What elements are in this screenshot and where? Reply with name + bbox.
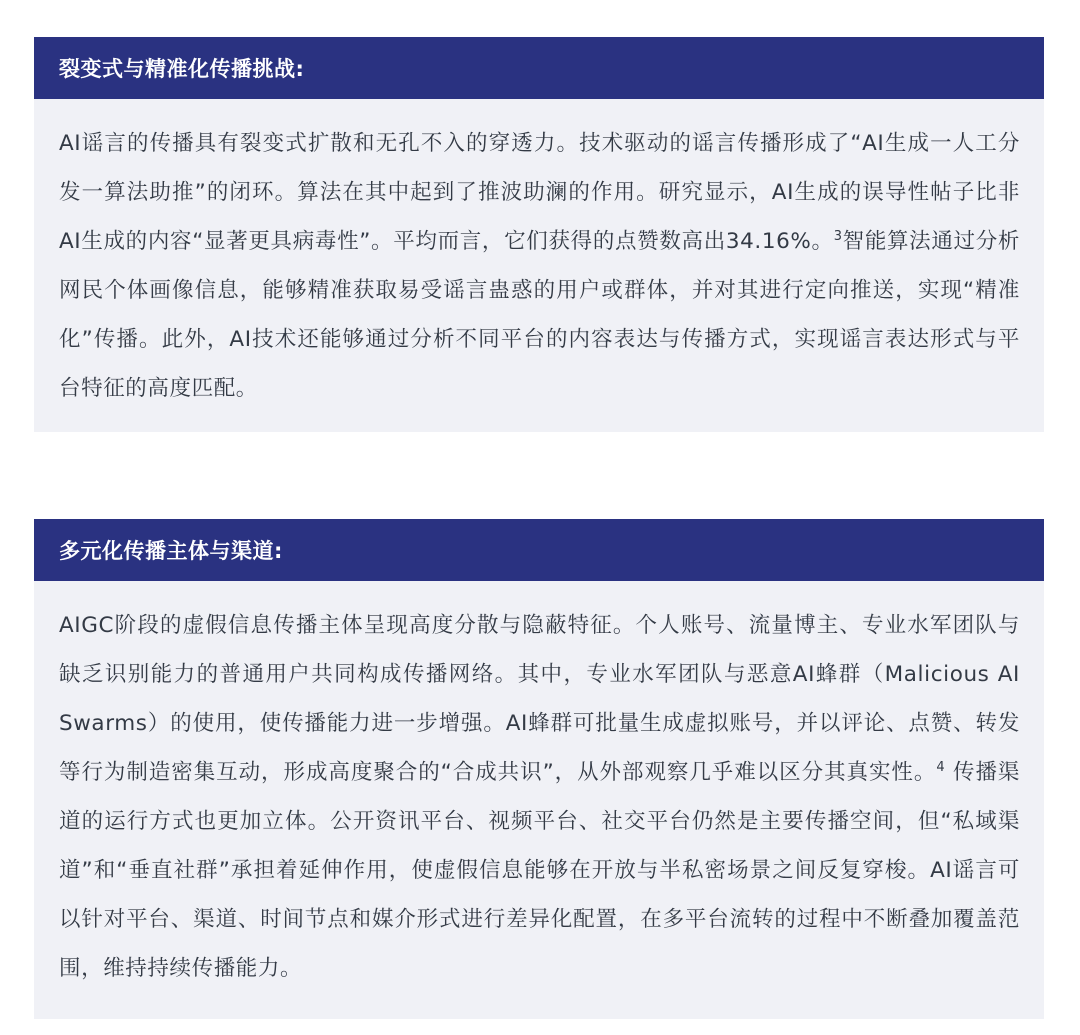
section-card-fission-precision bbox=[34, 37, 1044, 432]
section-heading: 裂变式与精准化传播挑战: bbox=[34, 37, 1044, 99]
paragraph-text: 传播渠道的运行方式也更加立体。公开资讯平台、视频平台、社交平台仍然是主要传播空间，但“私域渠道”和“垂直社群”承担着延伸作用，使虚假信息能够在开放与半私密场景之间反复穿梭。AI谣言可以针对平台、渠道、时间节点和媒介形式进行差异化配置，在多平台流转的过程中不断叠加覆盖范围，维持持续传播能力。 bbox=[59, 760, 1020, 981]
section-body bbox=[34, 581, 1044, 993]
section-body bbox=[34, 99, 1044, 413]
footnote-marker: 4 bbox=[936, 759, 946, 775]
section-card-diverse-subjects-channels bbox=[34, 519, 1044, 1019]
footnote-marker: 3 bbox=[833, 228, 843, 244]
paragraph-text: AIGC阶段的虚假信息传播主体呈现高度分散与隐蔽特征。个人账号、流量博主、专业水军团队与缺乏识别能力的普通用户共同构成传播网络。其中，专业水军团队与恶意AI蜂群（Malicious AI Swarms）的使用，使传播能力进一步增强。AI蜂群可批量生成虚拟账号，并以评论、点赞、转发等行为制造密集互动，形成高度聚合的“合成共识”，从外部观察几乎难以区分其真实性。 bbox=[59, 613, 1020, 785]
section-paragraph bbox=[59, 601, 1020, 993]
paragraph-text: AI谣言的传播具有裂变式扩散和无孔不入的穿透力。技术驱动的谣言传播形成了“AI生成一人工分发一算法助推”的闭环。算法在其中起到了推波助澜的作用。研究显示，AI生成的误导性帖子比非AI生成的内容“显著更具病毒性”。平均而言，它们获得的点赞数高出34.16%。 bbox=[59, 131, 1020, 254]
paragraph-text: 智能算法通过分析网民个体画像信息，能够精准获取易受谣言蛊惑的用户或群体，并对其进行定向推送，实现“精准化”传播。此外，AI技术还能够通过分析不同平台的内容表达与传播方式，实现谣言表达形式与平台特征的高度匹配。 bbox=[59, 229, 1020, 401]
section-heading: 多元化传播主体与渠道: bbox=[34, 519, 1044, 581]
section-paragraph bbox=[59, 119, 1020, 413]
